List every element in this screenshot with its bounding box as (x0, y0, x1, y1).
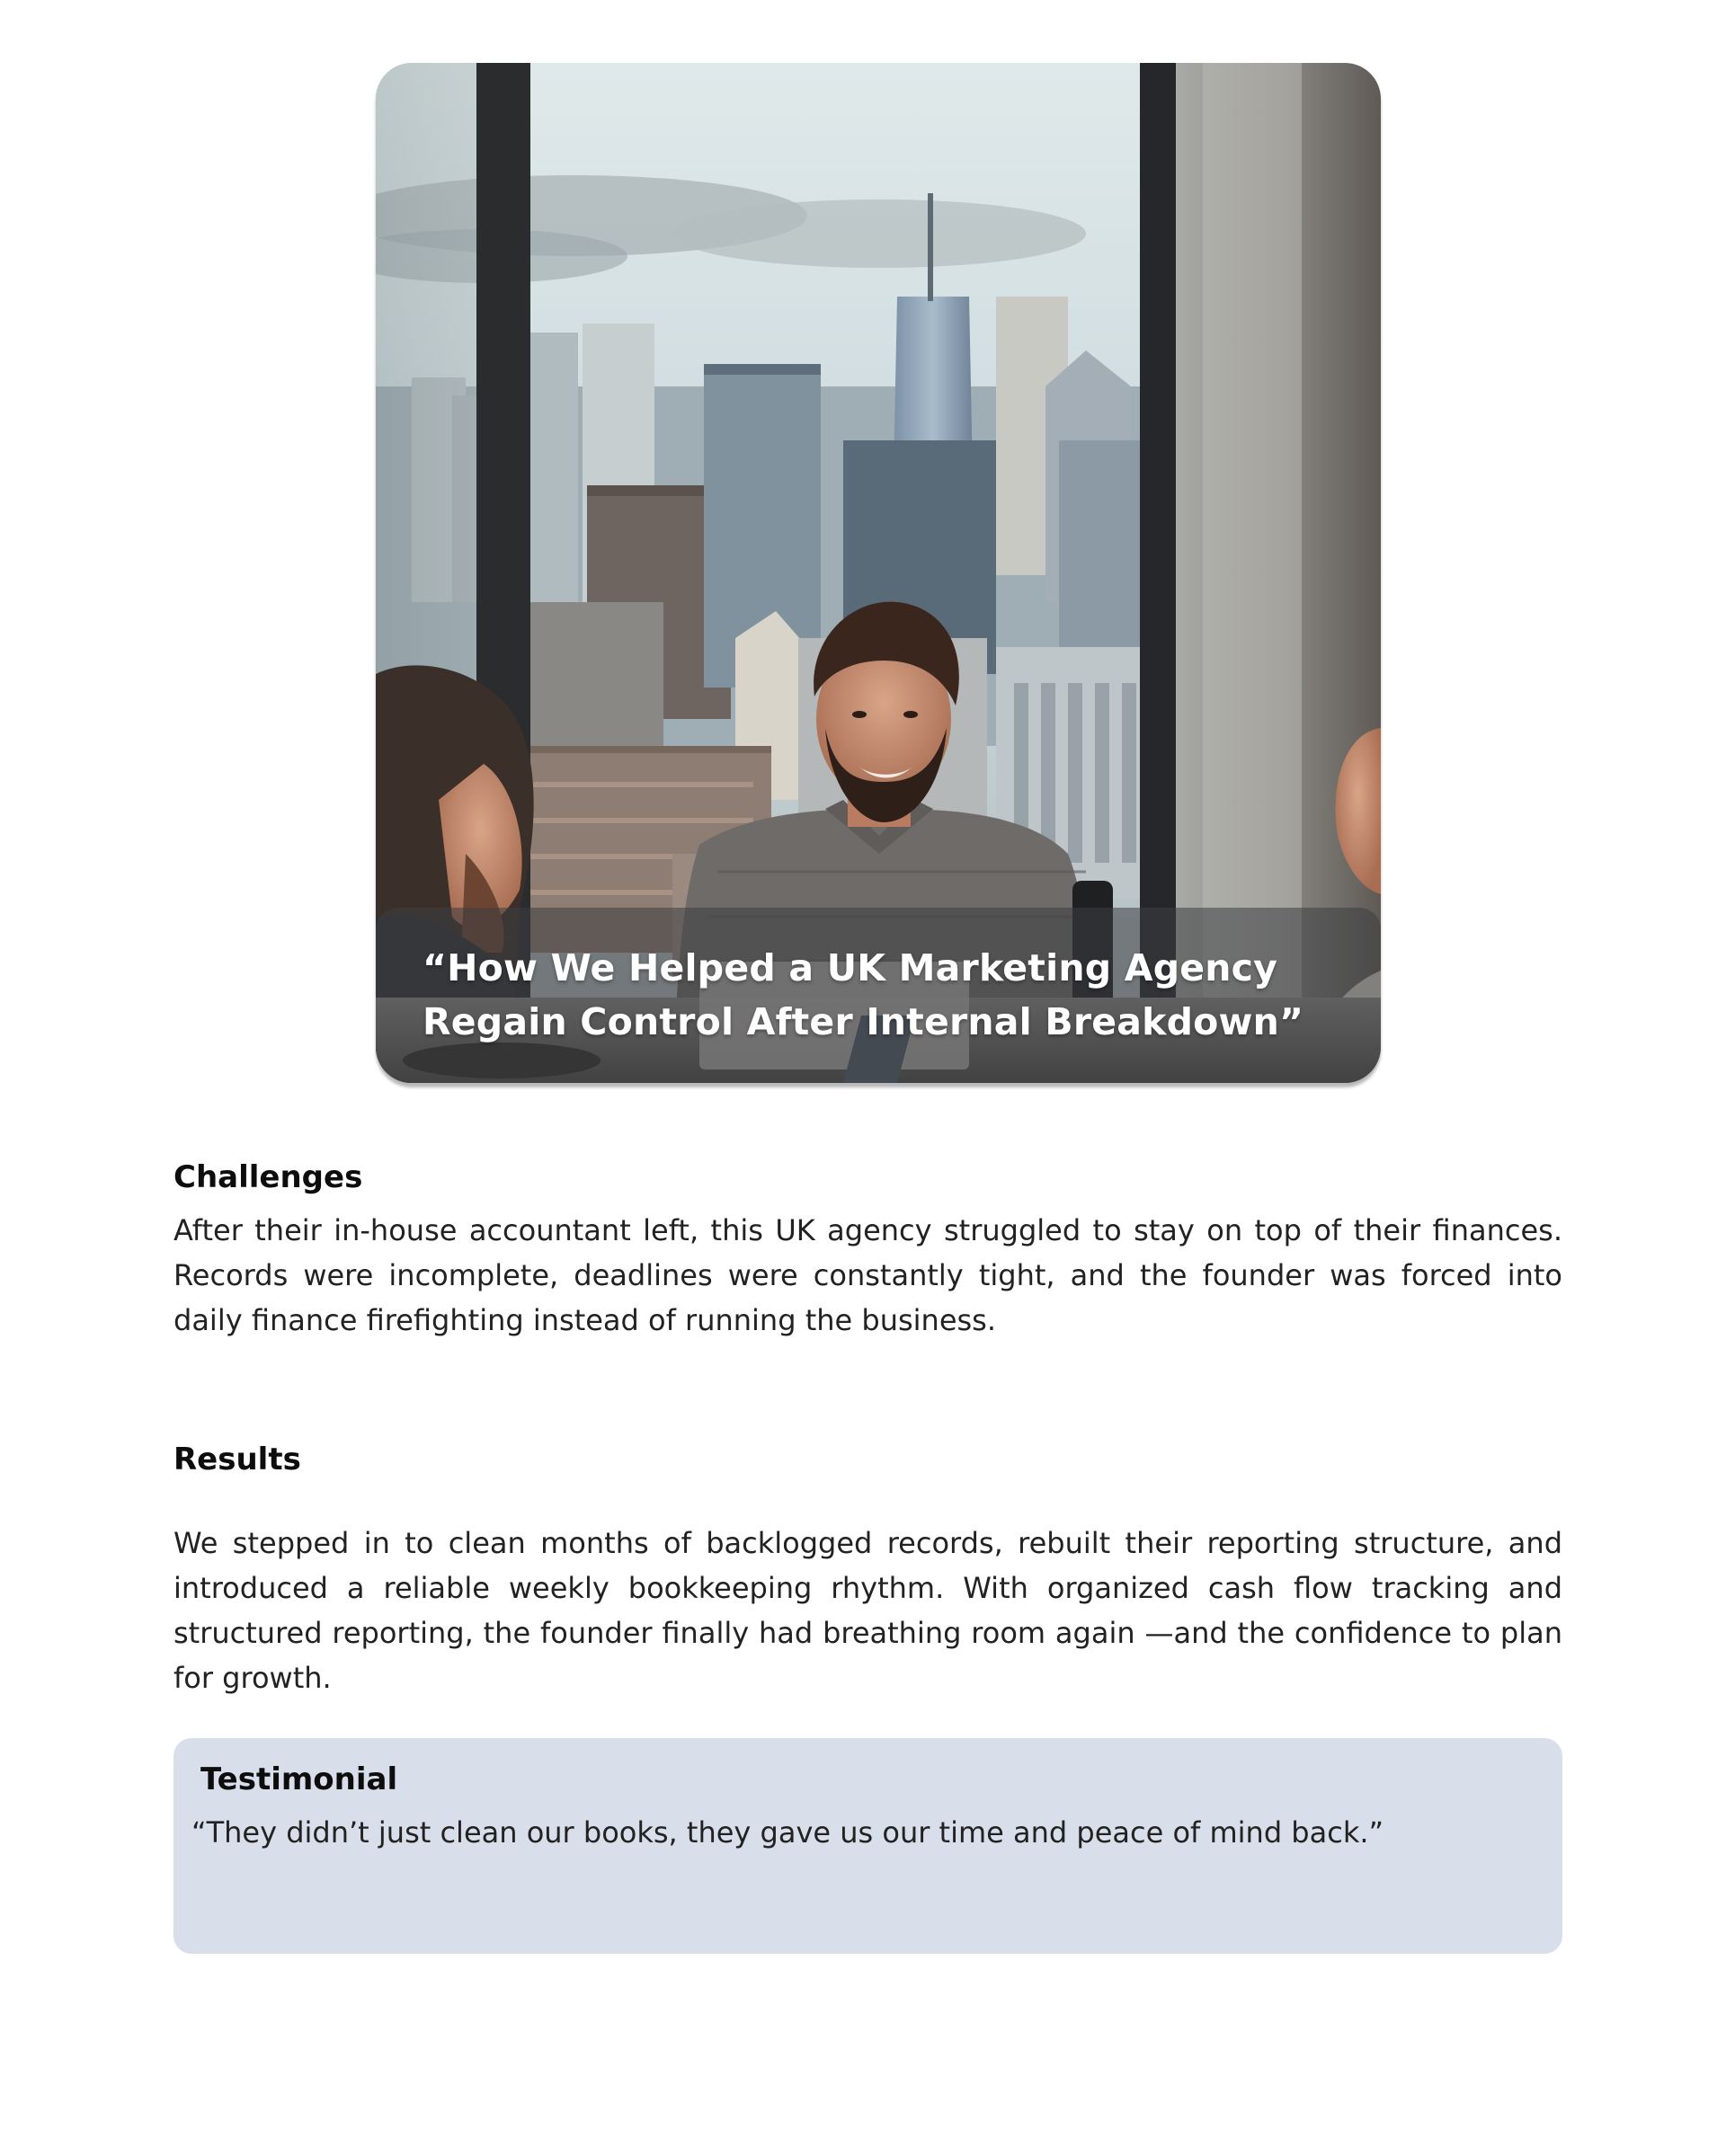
testimonial-quote: “They didn’t just clean our books, they gave us our time and peace of mind back.” (191, 1815, 1384, 1850)
hero-image-card (376, 63, 1381, 1083)
challenges-paragraph: After their in-house accountant left, this UK agency struggled to stay on top of their finances. Records were incomplete, deadlines were constantly tight, and the founder was forced into daily finance firefighting instead of running the business. (173, 1213, 1562, 1337)
hero-title-line-1: “How We Helped a UK Marketing Agency (423, 946, 1278, 989)
testimonial-box (173, 1738, 1562, 1954)
testimonial-heading: Testimonial (200, 1761, 398, 1797)
challenges-heading: Challenges (173, 1159, 363, 1195)
hero-caption-overlay (376, 908, 1381, 1083)
results-paragraph: We stepped in to clean months of backlogged records, rebuilt their reporting structure, and introduced a reliable weekly bookkeeping rhythm. With organized cash flow tracking and structured reporting, the founder finally had breathing room again —and the confidence to plan for growth. (173, 1526, 1562, 1695)
hero-title-line-2: Regain Control After Internal Breakdown” (423, 1000, 1304, 1043)
hero-title (423, 941, 1348, 1049)
results-heading: Results (173, 1442, 301, 1477)
